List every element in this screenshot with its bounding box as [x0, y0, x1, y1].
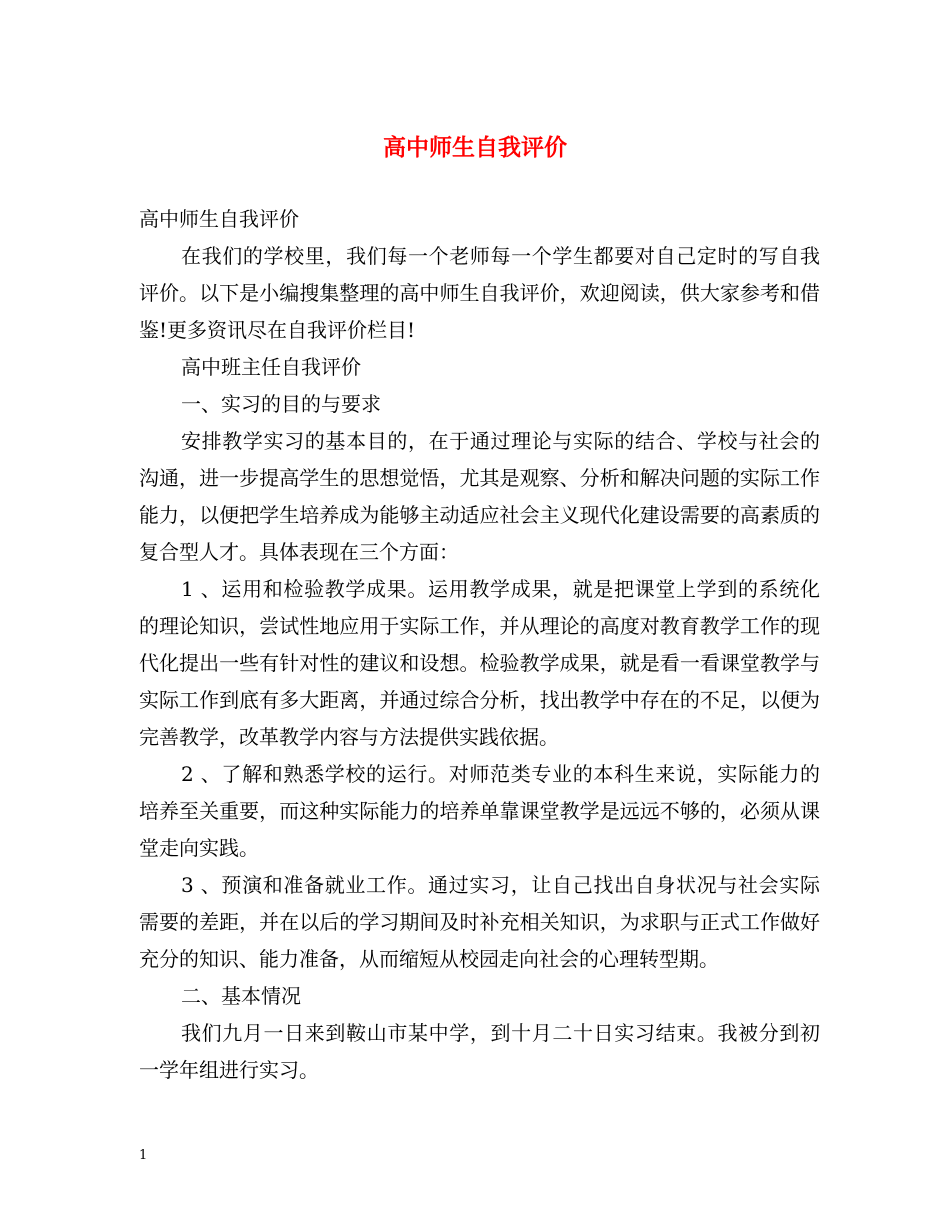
paragraph: 1 、运用和检验教学成果。运用教学成果，就是把课堂上学到的系统化的理论知识，尝试性地应用于实际工作，并从理论的高度对教育教学工作的现代化提出一些有针对性的建议和设想。检验教学成果，就是看一看课堂教学与实际工作到底有多大距离，并通过综合分析，找出教学中存在的不足，以便为完善教学，改革教学内容与方法提供实践依据。	[139, 577, 820, 749]
document-title: 高中师生自我评价	[383, 134, 567, 161]
paragraph: 高中师生自我评价	[139, 207, 299, 231]
paragraph: 3 、预演和准备就业工作。通过实习，让自己找出自身状况与社会实际需要的差距，并在以后的学习期间及时补充相关知识，为求职与正式工作做好充分的知识、能力准备，从而缩短从校园走向社会的心理转型期。	[139, 873, 820, 971]
paragraph: 在我们的学校里，我们每一个老师每一个学生都要对自己定时的写自我评价。以下是小编搜集整理的高中师生自我评价，欢迎阅读，供大家参考和借鉴!更多资讯尽在自我评价栏目!	[139, 244, 820, 342]
paragraph: 一、实习的目的与要求	[181, 392, 381, 416]
paragraph: 二、基本情况	[181, 984, 301, 1008]
document-body	[139, 201, 820, 1089]
paragraph: 我们九月一日来到鞍山市某中学，到十月二十日实习结束。我被分到初一学年组进行实习。	[139, 1021, 820, 1082]
paragraph: 高中班主任自我评价	[181, 355, 361, 379]
paragraph: 2 、了解和熟悉学校的运行。对师范类专业的本科生来说，实际能力的培养至关重要，而这种实际能力的培养单靠课堂教学是远远不够的，必须从课堂走向实践。	[139, 762, 820, 860]
page-number: 1	[139, 1148, 148, 1163]
paragraph: 安排教学实习的基本目的，在于通过理论与实际的结合、学校与社会的沟通，进一步提高学生的思想觉悟，尤其是观察、分析和解决问题的实际工作能力，以便把学生培养成为能够主动适应社会主义现代化建设需要的高素质的复合型人才。具体表现在三个方面：	[139, 429, 820, 564]
